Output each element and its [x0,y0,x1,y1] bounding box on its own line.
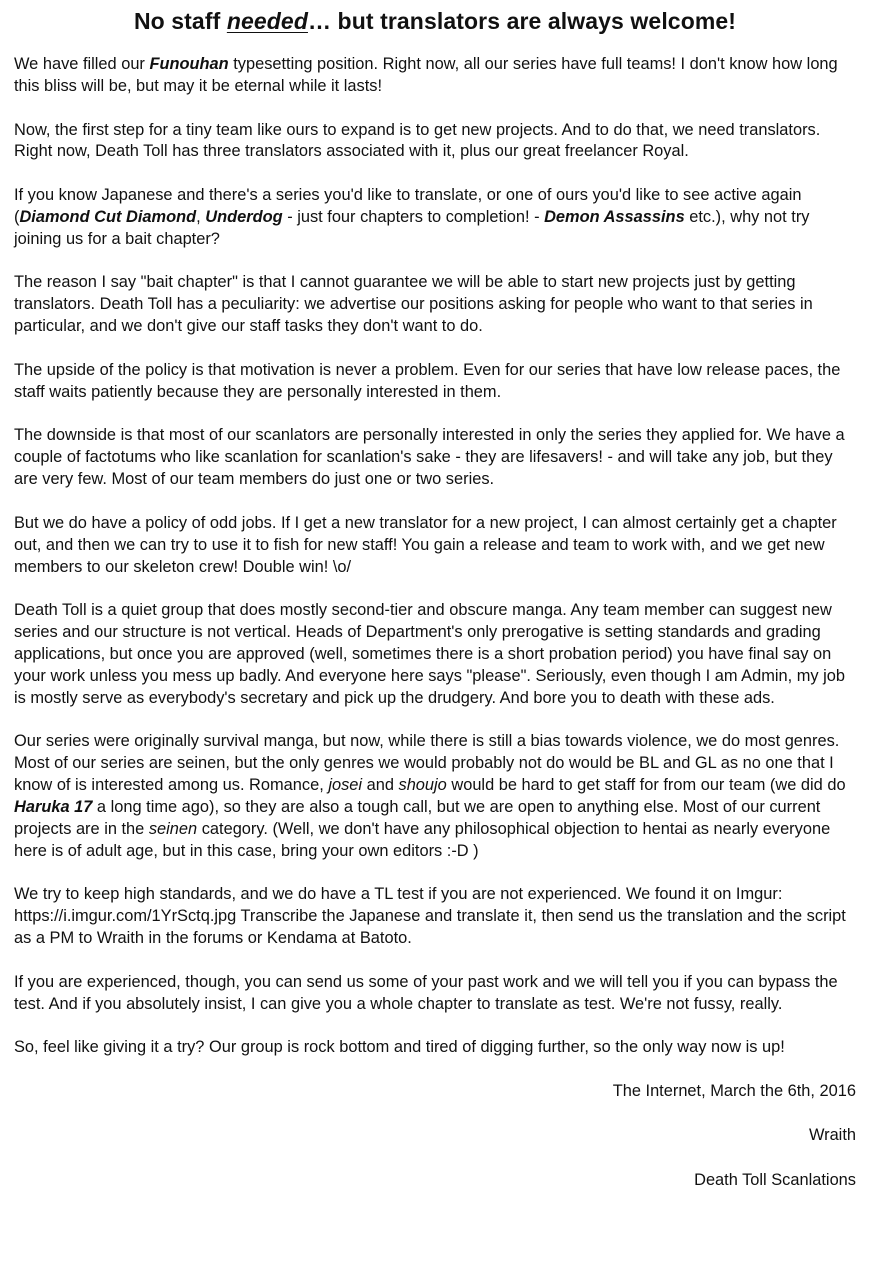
title-part-2: … but translators are always welcome! [307,8,737,34]
text-run: category. (Well, we don't have any philosophical objection to hentai as nearly everyone here is of adult age, but in this case, bring your own editors :-D ) [14,819,831,860]
genre-josei: josei [328,776,363,795]
series-name-diamond-cut-diamond: Diamond Cut Diamond [19,207,197,226]
series-name-haruka-17: Haruka 17 [14,798,93,817]
text-run: etc.), why not try joining us for a bait chapter? [14,207,810,248]
paragraph-bait-chapter: The reason I say "bait chapter" is that I cannot guarantee we will be able to start new projects just by getting translators. Death Toll has a peculiarity: we advertise our positions asking for people who want to that series in particular, and we don't give our staff tasks they don't want to do. [14,273,813,336]
series-name-funouhan: Funouhan [149,55,229,73]
text-run: - just four chapters to completion! - [282,207,545,226]
paragraph-upside: The upside of the policy is that motivation is never a problem. Even for our series that have low release paces, the staff waits patiently because they are personally interested in them. [14,360,841,401]
paragraph-odd-jobs: But we do have a policy of odd jobs. If I get a new translator for a new project, I can almost certainly get a chapter out, and then we can try to use it to fish for new staff! You gain a release and team to work with, and we get new members to our skeleton crew! Double win! \o/ [14,513,837,576]
signature-author: Wraith [808,1126,856,1145]
page-title [14,6,856,36]
genre-seinen: seinen [148,819,198,838]
paragraph-join-invite [14,185,856,251]
signature-group: Death Toll Scanlations [694,1170,856,1189]
text-run: and [362,776,399,795]
paragraph-need-translators: Now, the first step for a tiny team like ours to expand is to get new projects. And to do that, we need translators. Right now, Death Toll has three translators associated with it, plus our great freelancer Royal. [14,120,821,161]
text-run: Our series were originally survival manga, but now, while there is still a bias towards violence, we do most genres. Most of our series are seinen, but the only genres we would probably not do would be BL and GL as no one that I know of is interested among us. Romance, [14,732,840,795]
text-run: a long time ago), so they are also a tough call, but we are open to anything else. Most of our current projects are in the [14,798,821,838]
title-part-1: No staff [133,8,227,34]
paragraph-downside: The downside is that most of our scanlators are personally interested in only the series they applied for. We have a couple of factotums who like scanlation for scanlation's sake - they are lifesavers! - and will take any job, but they are very few. Most of our team members do just one or two series. [14,426,845,489]
paragraph-tl-test: We try to keep high standards, and we do have a TL test if you are not experienced. We found it on Imgur: https://i.imgur.com/1YrSctq.jpg Transcribe the Japanese and translate it, then send us the translation and the script as a PM to Wraith in the forums or Kendama at Batoto. [14,885,846,948]
text-run: We have filled our [14,55,150,73]
text-run: would be hard to get staff for from our team (we did do [446,776,846,795]
paragraph-experienced: If you are experienced, though, you can send us some of your past work and we will tell you if you can bypass the test. And if you absolutely insist, I can give you a whole chapter to translate as test. We're not fussy, really. [14,972,838,1013]
title-emphasis: needed [226,8,308,34]
paragraph-genres [14,731,856,862]
signature-date: The Internet, March the 6th, 2016 [612,1081,856,1100]
text-run: If you know Japanese and there's a series you'd like to translate, or one of ours you'd like to see active again ( [14,186,802,226]
paragraph-group-description: Death Toll is a quiet group that does mostly second-tier and obscure manga. Any team member can suggest new series and our structure is not vertical. Heads of Department's only prerogative is setting standards and grading applications, but once you are approved (well, sometimes there is a short probation period) you have final say on your work unless you mess up badly. And everyone here says "please". Seriously, even though I am Admin, my job is mostly serve as everybody's secretary and pick up the drudgery. And bore you to death with these ads. [14,601,845,707]
genre-shoujo: shoujo [398,776,447,795]
text-run: typesetting position. Right now, all our series have full teams! I don't know how long this bliss will be, but may it be eternal while it lasts! [14,55,838,95]
text-run: , [196,207,206,226]
paragraph-closing: So, feel like giving it a try? Our group is rock bottom and tired of digging further, so the only way now is up! [14,1038,785,1057]
paragraph-staff-filled [14,54,856,98]
series-name-underdog: Underdog [205,207,283,226]
series-name-demon-assassins: Demon Assassins [544,207,685,226]
